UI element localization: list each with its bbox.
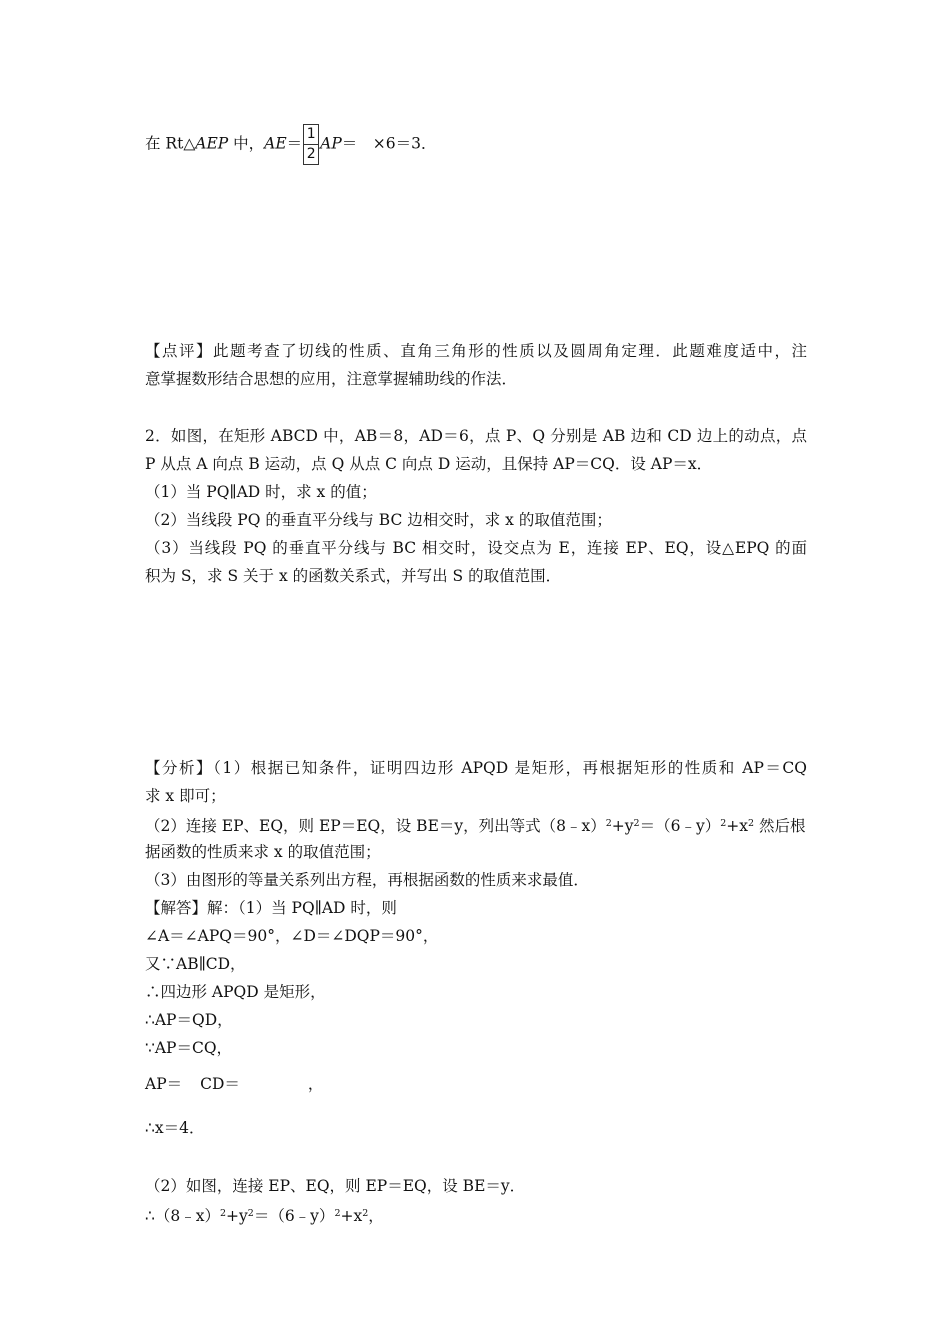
answer-line-8: ∴x＝4．	[145, 1119, 205, 1137]
problem-line-3: （1）当 PQ∥AD 时，求 x 的值；	[145, 483, 377, 501]
answer-line-7	[145, 1074, 323, 1094]
fraction-numerator: 1	[304, 125, 318, 145]
text: CD＝	[200, 1075, 240, 1093]
text: ＝（6﹣y）	[253, 1207, 335, 1225]
text: AEP	[195, 134, 229, 153]
text: AE	[264, 134, 287, 153]
text: 中，	[228, 134, 265, 153]
analysis-line-4: 据函数的性质来求 x 的取值范围；	[145, 843, 381, 861]
answer-line-3: 又∵AB∥CD，	[145, 955, 246, 973]
problem-line-5: （3）当线段 PQ 的垂直平分线与 BC 相交时，设交点为 E，连接 EP、EQ，设△EPQ 的面	[145, 539, 807, 557]
exponent: 2	[748, 818, 755, 829]
text: 在 Rt△	[145, 134, 196, 153]
text: ∴（8﹣x）	[145, 1207, 220, 1225]
problem-line-1: 2．如图，在矩形 ABCD 中，AB＝8，AD＝6，点 P、Q 分别是 AB 边和 CD 边上的动点，点	[145, 427, 807, 445]
text: 然后根	[754, 817, 806, 835]
analysis-line-3	[145, 814, 805, 836]
answer-line-2: ∠A＝∠APQ＝90°，∠D＝∠DQP＝90°，	[145, 927, 439, 945]
exponent: 2	[720, 818, 727, 829]
exponent: 2	[219, 1208, 227, 1219]
exponent: 2	[334, 1208, 341, 1219]
exponent: 2	[247, 1208, 254, 1219]
answer-line-5: ∴AP＝QD，	[145, 1011, 233, 1029]
exponent: 2	[605, 818, 612, 829]
equation-line-1	[145, 124, 437, 165]
fraction-denominator: 2	[306, 146, 316, 162]
answer-line-10	[145, 1204, 384, 1226]
problem-line-4: （2）当线段 PQ 的垂直平分线与 BC 边相交时，求 x 的取值范围；	[145, 511, 612, 529]
text: +y	[611, 817, 634, 835]
text: ，	[307, 1075, 324, 1093]
comment-line-2: 意掌握数形结合思想的应用，注意掌握辅助线的作法．	[145, 370, 518, 388]
text: ＝（6﹣y）	[639, 817, 721, 835]
text: ，	[368, 1207, 384, 1225]
text: AP＝	[145, 1075, 183, 1093]
text: +y	[226, 1207, 248, 1225]
problem-line-2: P 从点 A 向点 B 运动，点 Q 从点 C 向点 D 运动，且保持 AP＝CQ．设 AP＝x．	[145, 455, 713, 473]
comment-line-1: 【点评】此题考查了切线的性质、直角三角形的性质以及圆周角定理．此题难度适中，注	[145, 342, 807, 360]
text: +x	[340, 1207, 363, 1225]
text: （2）连接 EP、EQ，则 EP＝EQ，设 BE＝y，列出等式（8﹣x）	[145, 817, 606, 835]
answer-line-9: （2）如图，连接 EP、EQ，则 EP＝EQ，设 BE＝y．	[145, 1177, 526, 1195]
exponent: 2	[633, 818, 640, 829]
analysis-line-1: 【分析】（1）根据已知条件，证明四边形 APQD 是矩形，再根据矩形的性质和 AP＝CQ	[145, 759, 807, 777]
answer-line-1: 【解答】解：（1）当 PQ∥AD 时，则	[145, 899, 397, 917]
analysis-line-5: （3）由图形的等量关系列出方程，再根据函数的性质来求最值．	[145, 871, 589, 889]
text: AP	[320, 134, 342, 153]
answer-line-6: ∵AP＝CQ，	[145, 1039, 233, 1057]
answer-line-4: ∴四边形 APQD 是矩形，	[145, 983, 326, 1001]
text: ＝	[286, 134, 303, 153]
fraction	[303, 124, 319, 165]
exponent: 2	[362, 1208, 369, 1219]
text: +x	[726, 817, 748, 835]
text: ＝ ×6＝3．	[341, 134, 437, 153]
problem-line-6: 积为 S，求 S 关于 x 的函数关系式，并写出 S 的取值范围．	[145, 567, 562, 585]
analysis-line-2: 求 x 即可；	[145, 787, 226, 805]
